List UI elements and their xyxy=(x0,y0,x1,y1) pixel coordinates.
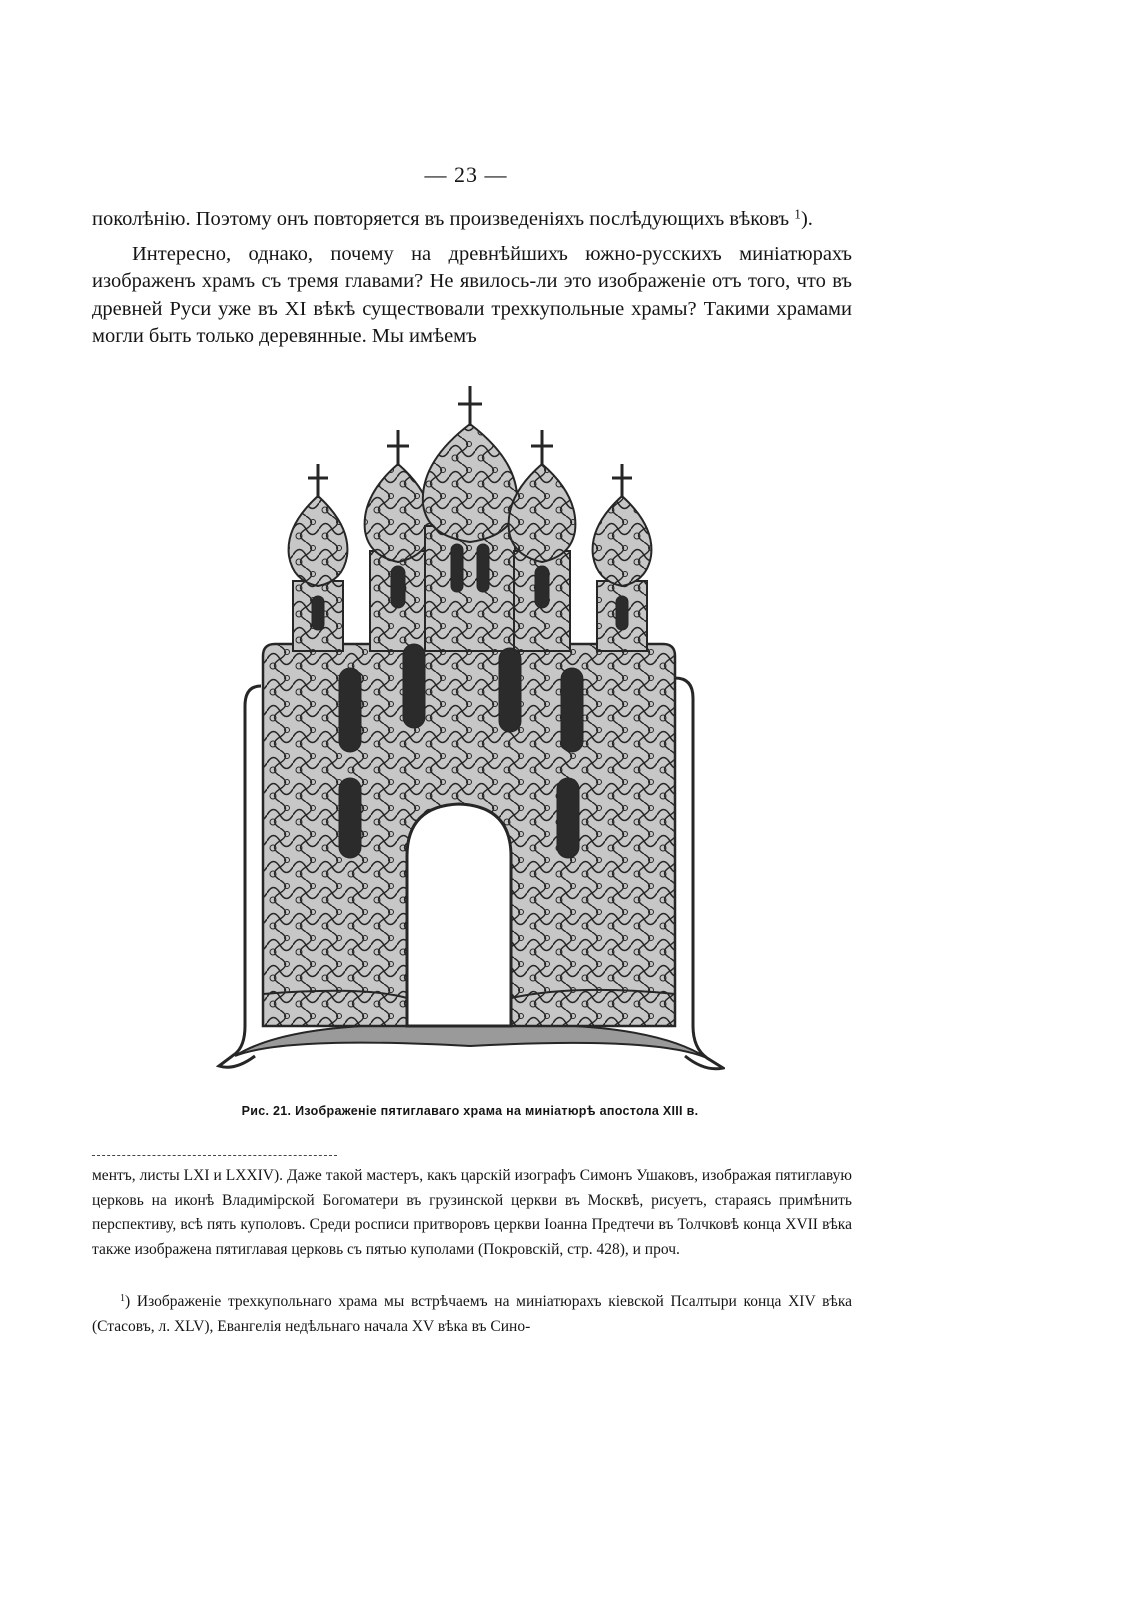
paragraph-1-text: поколѣнію. Поэтому онъ повторяется въ произведеніяхъ послѣдующихъ вѣковъ xyxy=(92,208,790,230)
window-upper-1 xyxy=(339,668,361,752)
dome-far-left xyxy=(289,496,348,651)
window-upper-3 xyxy=(499,648,521,732)
five-domed-church-miniature xyxy=(215,386,725,1091)
entrance-portal xyxy=(407,804,511,1026)
cross-far-left xyxy=(308,464,328,498)
figure-caption: Рис. 21. Изображеніе пятиглаваго храма на миніатюрѣ апостола XIII в. xyxy=(241,1104,699,1118)
paragraph-1-tail: ). xyxy=(800,208,813,230)
window-upper-2 xyxy=(403,644,425,728)
footnote-continuation-text: ментъ, листы LXI и LXXIV). Даже такой мастеръ, какъ царскій изографъ Симонъ Ушаковъ, изображая пятиглавую церковь на иконѣ Владимірской Богоматери въ грузинской церкви въ Москвѣ, рисуетъ, стараясь примѣнить перспективу, всѣ пять куполовъ. Среди росписи притворовъ церкви Іоанна Предтечи въ Толчковѣ конца XVII вѣка также изображена пятиглавая церковь съ пятью куполами (Покровскій, стр. 428), и проч. xyxy=(92,1167,852,1258)
paragraph-1 xyxy=(92,206,852,234)
window-upper-4 xyxy=(561,668,583,752)
dome-left xyxy=(365,464,432,651)
cross-left xyxy=(387,430,409,466)
footnote-1-paragraph xyxy=(92,1290,852,1339)
paragraph-2: Интересно, однако, почему на древнѣйшихъ южно-русскихъ миніатюрахъ изображенъ храмъ съ тремя главами? Не явилось-ли это изображеніе отъ того, что въ древней Руси уже въ XI вѣкѣ существовали трехкупольные храмы? Такими храмами могли быть только деревянные. Мы имѣемъ xyxy=(92,242,852,347)
window-lower-left xyxy=(339,778,361,858)
footnote-reference[interactable]: 1 xyxy=(794,206,801,222)
dome-far-right xyxy=(593,496,652,651)
footnote-separator xyxy=(92,1155,337,1156)
right-scroll-rail xyxy=(675,678,723,1069)
footnote-1-text: ) Изображеніе трехкупольнаго храма мы встрѣчаемъ на миніатюрахъ кіевской Псалтыри конца XIV вѣка (Стасовъ, л. XLV), Евангелія недѣльнаго начала XV вѣка въ Сино- xyxy=(92,1293,852,1335)
cross-far-right xyxy=(612,464,632,498)
left-scroll-rail xyxy=(219,686,261,1067)
footnote-1-marker: 1 xyxy=(120,1292,126,1304)
footnote-1 xyxy=(92,1290,852,1339)
dome-center xyxy=(423,424,517,651)
main-text xyxy=(92,206,852,351)
window-lower-right xyxy=(557,778,579,858)
footnote-continuation xyxy=(92,1164,852,1262)
church-illustration xyxy=(215,386,725,1091)
cross-right xyxy=(531,430,553,466)
base-scroll xyxy=(235,1025,707,1058)
dome-right xyxy=(509,464,576,651)
cross-center xyxy=(458,386,482,426)
page-number: — 23 — xyxy=(424,162,508,187)
